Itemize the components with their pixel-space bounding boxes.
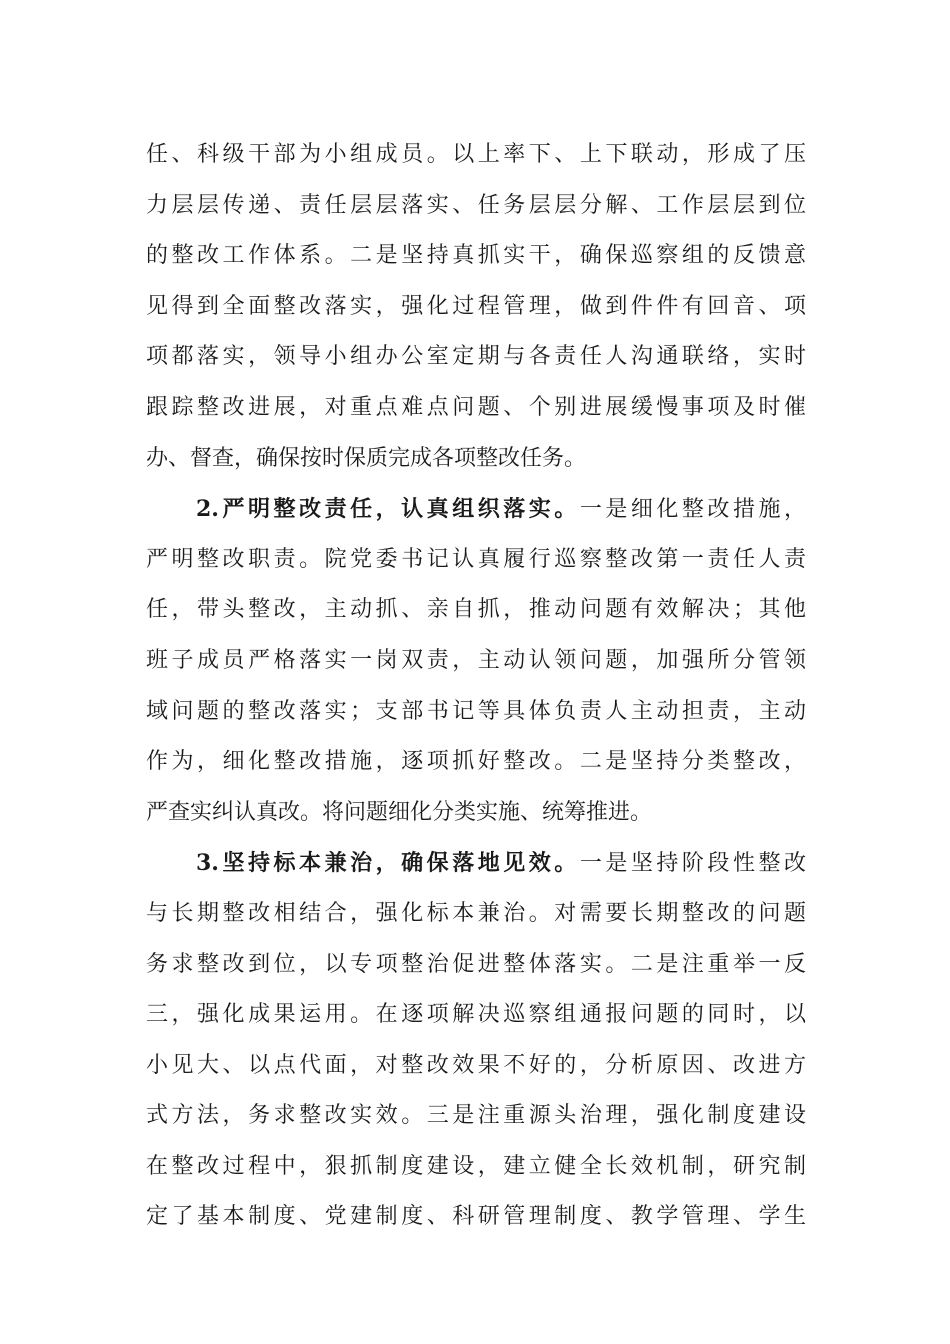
text-line: 务求整改到位，以专项整治促进整体落实。二是注重举一反 (146, 951, 806, 977)
text-line: 与长期整改相结合，强化标本兼治。对需要长期整改的问题 (146, 900, 806, 926)
text-line (146, 484, 806, 535)
text-line: 严明整改职责。院党委书记认真履行巡察整改第一责任人责 (146, 546, 806, 572)
document-page (146, 130, 806, 1243)
text-line: 定了基本制度、党建制度、科研管理制度、教学管理、学生 (146, 1204, 806, 1230)
text-line: 项都落实，领导小组办公室定期与各责任人沟通联络，实时 (146, 344, 806, 370)
text-line: 小见大、以点代面，对整改效果不好的，分析原因、改进方 (146, 1052, 806, 1078)
text-run: 一是坚持阶段性整改 (579, 851, 806, 877)
text-run: 一是细化整改措施， (579, 497, 806, 523)
text-line: 办、督查，确保按时保质完成各项整改任务。 (146, 445, 587, 471)
text-line: 任，带头整改，主动抓、亲自抓，推动问题有效解决；其他 (146, 597, 806, 623)
section-heading: 3.坚持标本兼治，确保落地见效。 (196, 850, 580, 877)
section-heading: 2.严明整改责任，认真组织落实。 (196, 496, 580, 523)
text-line: 域问题的整改落实；支部书记等具体负责人主动担责，主动 (146, 698, 806, 724)
text-line: 式方法，务求整改实效。三是注重源头治理，强化制度建设 (146, 1103, 806, 1129)
paragraph (146, 484, 806, 838)
text-line: 力层层传递、责任层层落实、任务层层分解、工作层层到位 (146, 192, 806, 218)
paragraph (146, 838, 806, 1243)
text-line (146, 838, 806, 889)
text-line: 班子成员严格落实一岗双责，主动认领问题，加强所分管领 (146, 647, 806, 673)
text-line: 的整改工作体系。二是坚持真抓实干，确保巡察组的反馈意 (146, 243, 806, 269)
text-line: 三，强化成果运用。在逐项解决巡察组通报问题的同时，以 (146, 1002, 806, 1028)
text-line: 跟踪整改进展，对重点难点问题、个别进展缓慢事项及时催 (146, 394, 806, 420)
text-line: 见得到全面整改落实，强化过程管理，做到件件有回音、项 (146, 293, 806, 319)
text-line: 任、科级干部为小组成员。以上率下、上下联动，形成了压 (146, 142, 806, 167)
text-line: 严查实纠认真改。将问题细化分类实施、统筹推进。 (146, 799, 653, 825)
text-line: 作为，细化整改措施，逐项抓好整改。二是坚持分类整改， (146, 749, 806, 775)
text-line: 在整改过程中，狠抓制度建设，建立健全长效机制，研究制 (146, 1153, 806, 1179)
paragraph (146, 130, 806, 484)
